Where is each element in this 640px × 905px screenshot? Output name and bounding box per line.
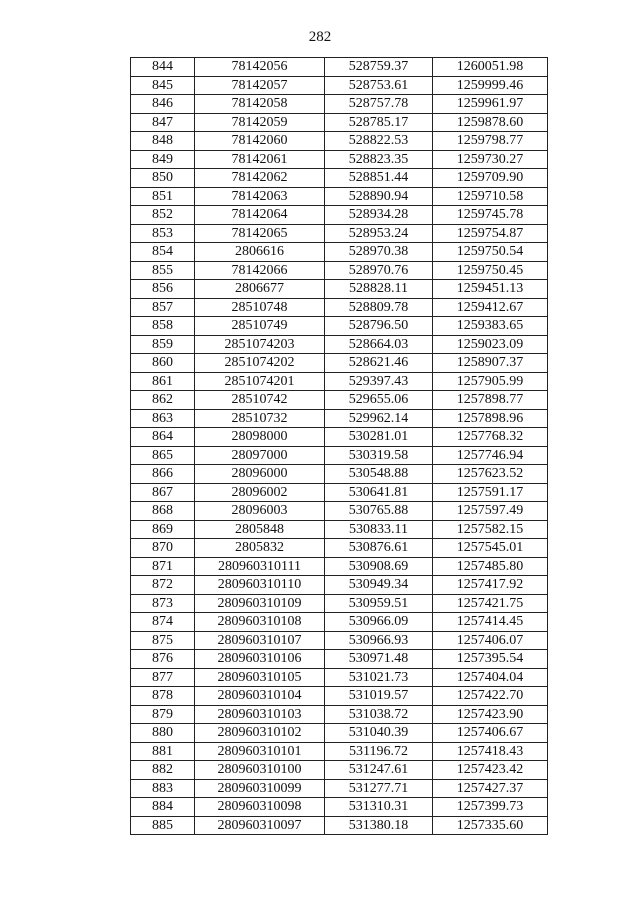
x-coordinate-cell: 530908.69: [325, 557, 433, 576]
page-number: 282: [308, 29, 332, 45]
y-coordinate-cell: 1258907.37: [433, 354, 548, 373]
row-number-cell: 858: [131, 317, 195, 336]
row-number-cell: 857: [131, 298, 195, 317]
table-row: [131, 206, 548, 225]
table-row: [131, 761, 548, 780]
x-coordinate-cell: 528753.61: [325, 76, 433, 95]
row-number-cell: 845: [131, 76, 195, 95]
point-id-cell: 78142059: [195, 113, 325, 132]
table-row: [131, 76, 548, 95]
row-number-cell: 859: [131, 335, 195, 354]
table-row: [131, 483, 548, 502]
row-number-cell: 873: [131, 594, 195, 613]
y-coordinate-cell: 1257905.99: [433, 372, 548, 391]
table-row: [131, 631, 548, 650]
point-id-cell: 280960310108: [195, 613, 325, 632]
x-coordinate-cell: 529962.14: [325, 409, 433, 428]
y-coordinate-cell: 1257399.73: [433, 798, 548, 817]
x-coordinate-cell: 528757.78: [325, 95, 433, 114]
row-number-cell: 856: [131, 280, 195, 299]
y-coordinate-cell: 1259999.46: [433, 76, 548, 95]
row-number-cell: 853: [131, 224, 195, 243]
x-coordinate-cell: 531380.18: [325, 816, 433, 835]
y-coordinate-cell: 1260051.98: [433, 58, 548, 77]
table-row: [131, 409, 548, 428]
table-row: [131, 798, 548, 817]
point-id-cell: 280960310109: [195, 594, 325, 613]
table-row: [131, 650, 548, 669]
table-row: [131, 169, 548, 188]
table-row: [131, 539, 548, 558]
point-id-cell: 280960310097: [195, 816, 325, 835]
x-coordinate-cell: 530548.88: [325, 465, 433, 484]
x-coordinate-cell: 530966.09: [325, 613, 433, 632]
table-row: [131, 187, 548, 206]
table-row: [131, 335, 548, 354]
point-id-cell: 2851074203: [195, 335, 325, 354]
point-id-cell: 78142058: [195, 95, 325, 114]
y-coordinate-cell: 1257335.60: [433, 816, 548, 835]
table-row: [131, 594, 548, 613]
row-number-cell: 878: [131, 687, 195, 706]
y-coordinate-cell: 1257591.17: [433, 483, 548, 502]
table-row: [131, 224, 548, 243]
table-row: [131, 613, 548, 632]
table-row: [131, 668, 548, 687]
y-coordinate-cell: 1257623.52: [433, 465, 548, 484]
table-row: [131, 576, 548, 595]
point-id-cell: 280960310104: [195, 687, 325, 706]
y-coordinate-cell: 1259451.13: [433, 280, 548, 299]
x-coordinate-cell: 530959.51: [325, 594, 433, 613]
point-id-cell: 28096002: [195, 483, 325, 502]
row-number-cell: 871: [131, 557, 195, 576]
x-coordinate-cell: 528970.76: [325, 261, 433, 280]
row-number-cell: 864: [131, 428, 195, 447]
table-row: [131, 243, 548, 262]
table-row: [131, 132, 548, 151]
y-coordinate-cell: 1259745.78: [433, 206, 548, 225]
y-coordinate-cell: 1259383.65: [433, 317, 548, 336]
point-id-cell: 280960310100: [195, 761, 325, 780]
y-coordinate-cell: 1257395.54: [433, 650, 548, 669]
x-coordinate-cell: 531310.31: [325, 798, 433, 817]
y-coordinate-cell: 1257418.43: [433, 742, 548, 761]
point-id-cell: 280960310098: [195, 798, 325, 817]
point-id-cell: 28510748: [195, 298, 325, 317]
table-row: [131, 298, 548, 317]
point-id-cell: 280960310107: [195, 631, 325, 650]
row-number-cell: 848: [131, 132, 195, 151]
x-coordinate-cell: 528851.44: [325, 169, 433, 188]
point-id-cell: 2851074201: [195, 372, 325, 391]
y-coordinate-cell: 1257404.04: [433, 668, 548, 687]
point-id-cell: 2805848: [195, 520, 325, 539]
row-number-cell: 870: [131, 539, 195, 558]
table-row: [131, 261, 548, 280]
point-id-cell: 78142065: [195, 224, 325, 243]
table-row: [131, 58, 548, 77]
row-number-cell: 865: [131, 446, 195, 465]
x-coordinate-cell: 531196.72: [325, 742, 433, 761]
y-coordinate-cell: 1257427.37: [433, 779, 548, 798]
row-number-cell: 866: [131, 465, 195, 484]
y-coordinate-cell: 1257898.96: [433, 409, 548, 428]
y-coordinate-cell: 1257545.01: [433, 539, 548, 558]
x-coordinate-cell: 528664.03: [325, 335, 433, 354]
x-coordinate-cell: 528970.38: [325, 243, 433, 262]
x-coordinate-cell: 528828.11: [325, 280, 433, 299]
point-id-cell: 280960310101: [195, 742, 325, 761]
point-id-cell: 280960310103: [195, 705, 325, 724]
y-coordinate-cell: 1259710.58: [433, 187, 548, 206]
row-number-cell: 874: [131, 613, 195, 632]
row-number-cell: 879: [131, 705, 195, 724]
x-coordinate-cell: 531247.61: [325, 761, 433, 780]
coordinates-table: [130, 57, 548, 835]
x-coordinate-cell: 528809.78: [325, 298, 433, 317]
row-number-cell: 862: [131, 391, 195, 410]
x-coordinate-cell: 528822.53: [325, 132, 433, 151]
y-coordinate-cell: 1259750.45: [433, 261, 548, 280]
y-coordinate-cell: 1259961.97: [433, 95, 548, 114]
point-id-cell: 28096000: [195, 465, 325, 484]
x-coordinate-cell: 528823.35: [325, 150, 433, 169]
y-coordinate-cell: 1259750.54: [433, 243, 548, 262]
x-coordinate-cell: 528796.50: [325, 317, 433, 336]
row-number-cell: 880: [131, 724, 195, 743]
table-row: [131, 502, 548, 521]
y-coordinate-cell: 1257423.42: [433, 761, 548, 780]
table-row: [131, 95, 548, 114]
point-id-cell: 2805832: [195, 539, 325, 558]
point-id-cell: 280960310110: [195, 576, 325, 595]
y-coordinate-cell: 1257417.92: [433, 576, 548, 595]
row-number-cell: 850: [131, 169, 195, 188]
x-coordinate-cell: 530966.93: [325, 631, 433, 650]
row-number-cell: 854: [131, 243, 195, 262]
x-coordinate-cell: 528953.24: [325, 224, 433, 243]
x-coordinate-cell: 531019.57: [325, 687, 433, 706]
row-number-cell: 855: [131, 261, 195, 280]
row-number-cell: 868: [131, 502, 195, 521]
y-coordinate-cell: 1259798.77: [433, 132, 548, 151]
y-coordinate-cell: 1259878.60: [433, 113, 548, 132]
y-coordinate-cell: 1257485.80: [433, 557, 548, 576]
table-row: [131, 428, 548, 447]
table-row: [131, 446, 548, 465]
x-coordinate-cell: 531038.72: [325, 705, 433, 724]
row-number-cell: 844: [131, 58, 195, 77]
x-coordinate-cell: 530765.88: [325, 502, 433, 521]
table-row: [131, 113, 548, 132]
x-coordinate-cell: 529655.06: [325, 391, 433, 410]
y-coordinate-cell: 1259709.90: [433, 169, 548, 188]
table-row: [131, 150, 548, 169]
row-number-cell: 861: [131, 372, 195, 391]
y-coordinate-cell: 1257746.94: [433, 446, 548, 465]
point-id-cell: 78142062: [195, 169, 325, 188]
row-number-cell: 846: [131, 95, 195, 114]
row-number-cell: 851: [131, 187, 195, 206]
row-number-cell: 882: [131, 761, 195, 780]
y-coordinate-cell: 1257406.67: [433, 724, 548, 743]
point-id-cell: 280960310105: [195, 668, 325, 687]
x-coordinate-cell: 528890.94: [325, 187, 433, 206]
point-id-cell: 2806677: [195, 280, 325, 299]
y-coordinate-cell: 1259730.27: [433, 150, 548, 169]
point-id-cell: 2851074202: [195, 354, 325, 373]
point-id-cell: 78142057: [195, 76, 325, 95]
point-id-cell: 28510732: [195, 409, 325, 428]
table-row: [131, 465, 548, 484]
table-row: [131, 557, 548, 576]
row-number-cell: 885: [131, 816, 195, 835]
y-coordinate-cell: 1257414.45: [433, 613, 548, 632]
point-id-cell: 78142063: [195, 187, 325, 206]
row-number-cell: 877: [131, 668, 195, 687]
x-coordinate-cell: 530833.11: [325, 520, 433, 539]
row-number-cell: 847: [131, 113, 195, 132]
y-coordinate-cell: 1259754.87: [433, 224, 548, 243]
table-row: [131, 354, 548, 373]
table-row: [131, 742, 548, 761]
y-coordinate-cell: 1259412.67: [433, 298, 548, 317]
coordinates-table-body: [131, 58, 548, 835]
row-number-cell: 849: [131, 150, 195, 169]
x-coordinate-cell: 530641.81: [325, 483, 433, 502]
x-coordinate-cell: 528934.28: [325, 206, 433, 225]
point-id-cell: 78142056: [195, 58, 325, 77]
x-coordinate-cell: 530281.01: [325, 428, 433, 447]
table-row: [131, 372, 548, 391]
y-coordinate-cell: 1257768.32: [433, 428, 548, 447]
y-coordinate-cell: 1257423.90: [433, 705, 548, 724]
point-id-cell: 78142064: [195, 206, 325, 225]
point-id-cell: 78142061: [195, 150, 325, 169]
row-number-cell: 867: [131, 483, 195, 502]
point-id-cell: 28096003: [195, 502, 325, 521]
x-coordinate-cell: 531277.71: [325, 779, 433, 798]
x-coordinate-cell: 531021.73: [325, 668, 433, 687]
x-coordinate-cell: 530319.58: [325, 446, 433, 465]
row-number-cell: 863: [131, 409, 195, 428]
point-id-cell: 28510742: [195, 391, 325, 410]
row-number-cell: 876: [131, 650, 195, 669]
point-id-cell: 78142066: [195, 261, 325, 280]
row-number-cell: 875: [131, 631, 195, 650]
table-row: [131, 317, 548, 336]
y-coordinate-cell: 1259023.09: [433, 335, 548, 354]
y-coordinate-cell: 1257582.15: [433, 520, 548, 539]
y-coordinate-cell: 1257422.70: [433, 687, 548, 706]
point-id-cell: 78142060: [195, 132, 325, 151]
row-number-cell: 869: [131, 520, 195, 539]
x-coordinate-cell: 530949.34: [325, 576, 433, 595]
table-row: [131, 391, 548, 410]
point-id-cell: 28510749: [195, 317, 325, 336]
x-coordinate-cell: 530971.48: [325, 650, 433, 669]
x-coordinate-cell: 528621.46: [325, 354, 433, 373]
table-row: [131, 705, 548, 724]
x-coordinate-cell: 530876.61: [325, 539, 433, 558]
row-number-cell: 860: [131, 354, 195, 373]
x-coordinate-cell: 529397.43: [325, 372, 433, 391]
y-coordinate-cell: 1257597.49: [433, 502, 548, 521]
row-number-cell: 852: [131, 206, 195, 225]
point-id-cell: 280960310099: [195, 779, 325, 798]
x-coordinate-cell: 531040.39: [325, 724, 433, 743]
point-id-cell: 28097000: [195, 446, 325, 465]
point-id-cell: 280960310111: [195, 557, 325, 576]
table-row: [131, 280, 548, 299]
table-row: [131, 520, 548, 539]
y-coordinate-cell: 1257898.77: [433, 391, 548, 410]
y-coordinate-cell: 1257421.75: [433, 594, 548, 613]
table-row: [131, 816, 548, 835]
x-coordinate-cell: 528785.17: [325, 113, 433, 132]
point-id-cell: 28098000: [195, 428, 325, 447]
point-id-cell: 280960310102: [195, 724, 325, 743]
x-coordinate-cell: 528759.37: [325, 58, 433, 77]
table-row: [131, 779, 548, 798]
row-number-cell: 883: [131, 779, 195, 798]
table-row: [131, 724, 548, 743]
row-number-cell: 872: [131, 576, 195, 595]
table-row: [131, 687, 548, 706]
y-coordinate-cell: 1257406.07: [433, 631, 548, 650]
row-number-cell: 881: [131, 742, 195, 761]
point-id-cell: 280960310106: [195, 650, 325, 669]
point-id-cell: 2806616: [195, 243, 325, 262]
row-number-cell: 884: [131, 798, 195, 817]
